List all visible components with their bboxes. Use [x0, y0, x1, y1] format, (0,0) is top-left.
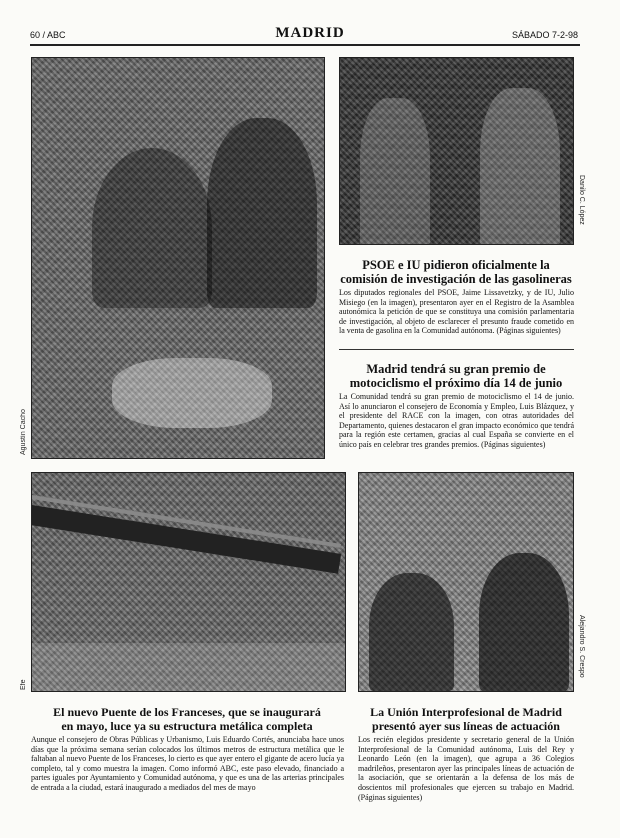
moto-body: La Comunidad tendrá su gran premio de motociclismo el 14 de junio. Así lo anunciaron el consejero de Economía y Empleo, Luis Blázquez, y el presidente del RACE con la imagen, con otras autoridades del Departamento, quienes destacaron el gran impacto económico que tendrá para la región este certamen, gracias al cual España se convierte en el único país en celebrar tres grandes premios. (Páginas siguientes) [339, 392, 574, 449]
section-title: MADRID [275, 25, 345, 41]
psoe-headline-line1: PSOE e IU pidieron oficialmente la [362, 258, 550, 272]
union-headline [356, 705, 576, 733]
photo-figure-shape [360, 98, 430, 245]
psoe-headline [336, 258, 576, 286]
photo-figure-shape [479, 553, 569, 691]
issue-date: SÁBADO 7-2-98 [511, 30, 578, 40]
article-divider [339, 349, 574, 350]
puente-headline-line1: El nuevo Puente de los Franceses, que se inaugurará [53, 705, 321, 719]
union-body: Los recién elegidos presidente y secretario general de la Unión Interprofesional de la Comunidad autónoma, Luis del Rey y Leonardo León (en la imagen), que agrupa a 36 Colegios madrileños, presentaron ayer las principales líneas de actuación de la asociación, que se orientarán a la defensa de los más de doscientos mil profesionales que ejercen su trabajo en Madrid. (Páginas siguientes) [358, 735, 574, 802]
main-photo-credit: Agustín Cacho [20, 409, 27, 455]
photo-figure-shape [207, 118, 317, 308]
psoe-photo-credit: Danilo C. López [578, 175, 585, 225]
photo-figure-shape [369, 573, 454, 691]
puente-headline [28, 705, 346, 733]
photo-figure-shape [92, 148, 212, 308]
bridge-photo [31, 472, 346, 692]
page-number: 60 / ABC [30, 30, 66, 40]
union-photo-credit: Alejandro S. Crespo [578, 615, 585, 678]
union-headline-line1: La Unión Interprofesional de Madrid [370, 705, 562, 719]
photo-figure-shape [480, 88, 560, 245]
union-photo [358, 472, 574, 692]
union-headline-line2: presentó ayer sus líneas de actuación [372, 719, 560, 733]
photo-papers-shape [112, 358, 272, 428]
river-shape [32, 643, 345, 691]
psoe-photo [339, 57, 574, 245]
puente-headline-line2: en mayo, luce ya su estructura metálica completa [61, 719, 313, 733]
psoe-headline-line2: comisión de investigación de las gasolineras [340, 272, 572, 286]
bridge-photo-credit: Efe [20, 679, 27, 690]
psoe-body: Los diputados regionales del PSOE, Jaime Lissavetzky, y de IU, Julio Misiego (en la imagen), presentaron ayer en el Registro de la Asamblea autonómica la petición de que se constituya una comisión parlamentaria de investigación, al objeto de esclarecer el presunto fraude cometido en la venta de gasolina en la Comunidad autónoma. (Páginas siguientes) [339, 288, 574, 336]
header-rule [30, 44, 580, 46]
moto-headline [336, 362, 576, 390]
moto-headline-line1: Madrid tendrá su gran premio de [366, 362, 546, 376]
puente-body: Aunque el consejero de Obras Públicas y Urbanismo, Luis Eduardo Cortés, anunciaba hace unos días que la próxima semana serían colocados los últimos metros de estructura metálica que le faltaban al nuevo Puente de los Franceses, lo cierto es que ayer entero el gigante de acero lucía ya completo, tal y como muestra la imagen. Como informó ABC, este paso elevado, financiado a partes iguales por Ayuntamiento y Comunidad autónoma, y que es una de las arterias principales de entrada a la ciudad, estará inaugurado a mediados del mes de mayo [31, 735, 344, 792]
main-photo [31, 57, 325, 459]
moto-headline-line2: motociclismo el próximo día 14 de junio [349, 376, 563, 390]
